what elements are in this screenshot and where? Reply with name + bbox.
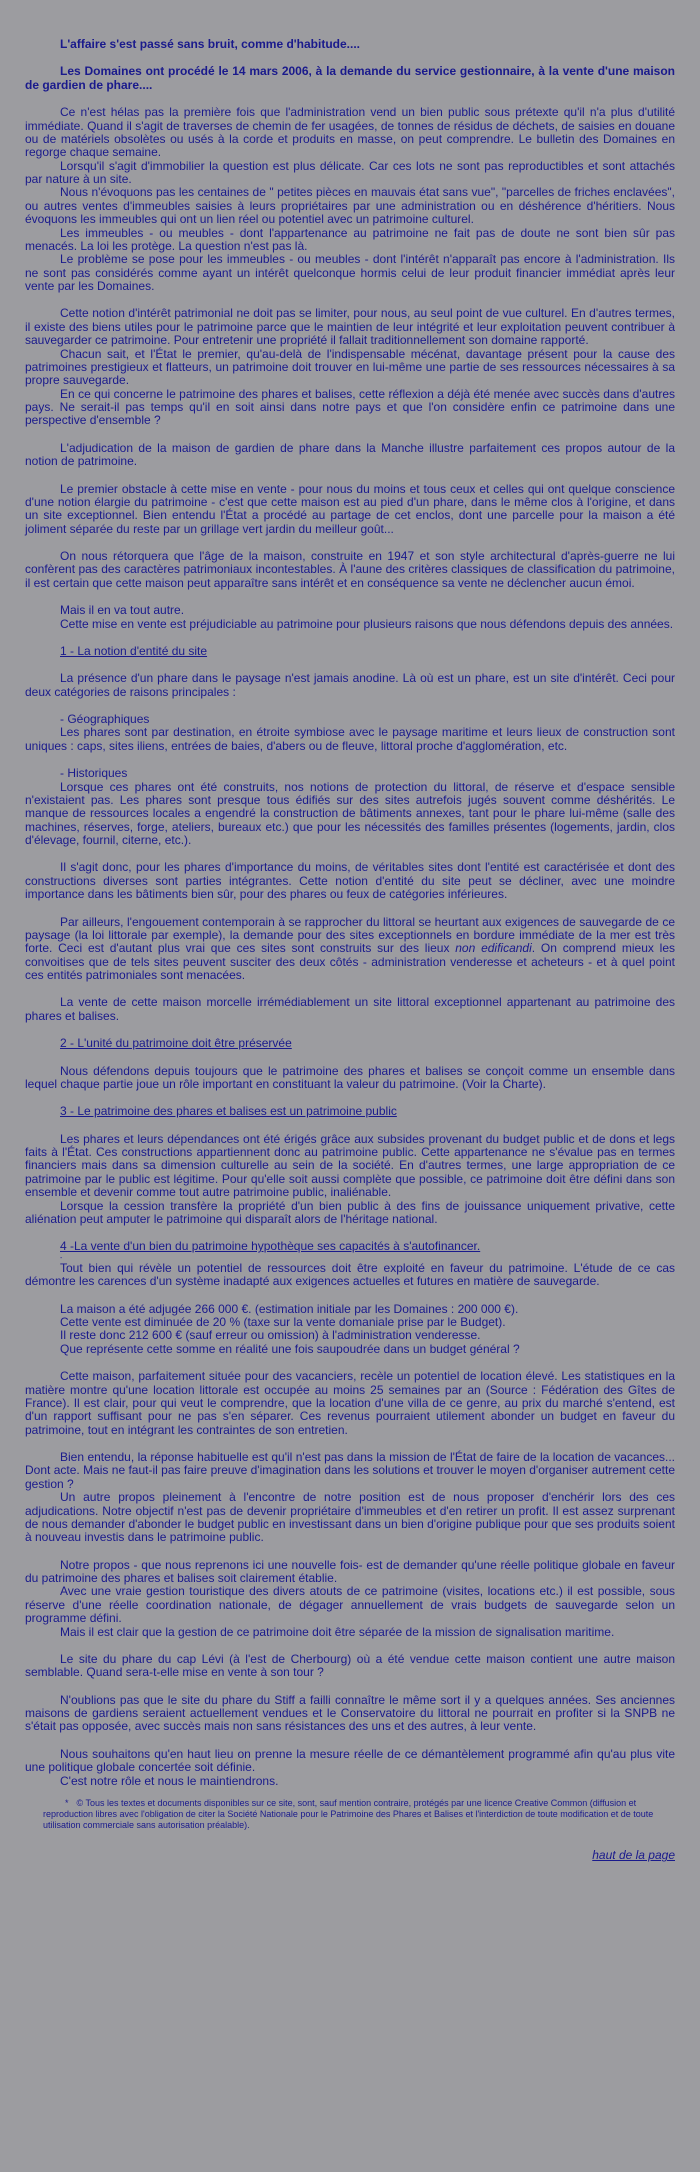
- paragraph: Tout bien qui révèle un potentiel de ressources doit être exploité en faveur du patrimoine. L'étude de ce cas démontre les carences d'un système inadapté aux exigences actuelles et futures en matière de sauvegarde.: [25, 1260, 675, 1289]
- paragraph: N'oublions pas que le site du phare du Stiff a failli connaître le même sort il y a quelques années. Ses anciennes maisons de gardiens seraient actuellement vendues et le Conservatoire du littoral ne pourrait en profiter si la SNPB ne s'était pas opposée, avec succès mais non sans résistances des uns et des autres, à leur vente.: [25, 1692, 675, 1734]
- paragraph: Chacun sait, et l'État le premier, qu'au-delà de l'indispensable mécénat, davantage présent pour la cause des patrimoines prestigieux et flatteurs, un patrimoine doit trouver en lui-même une partie de ses ressources nécessaires à sa propre sauvegarde.: [25, 346, 675, 388]
- paragraph: Nous défendons depuis toujours que le patrimoine des phares et balises se conçoit comme un ensemble dans lequel chaque partie joue un rôle important en constituant la valeur du patrimoine. (Voir la Charte).: [25, 1063, 675, 1091]
- paragraph: Cette maison, parfaitement située pour des vacanciers, recèle un potentiel de location élevé. Les statistiques en la matière montre qu'une location littorale est occupée au moins 25 semaines par an (Source : Fédération des Gîtes de France). Il est clair, pour qui veut le comprendre, que la location d'une villa de ce genre, au prix du marché s'entend, est d'un rapport suffisant pour ne pas s'en séparer. Ces revenus pourraient utilement abonder un budget en faveur du patrimoine, tout en intégrant les contraintes de son entretien.: [25, 1369, 675, 1437]
- paragraph: Cette notion d'intérêt patrimonial ne doit pas se limiter, pour nous, au seul point de vue culturel. En d'autres termes, il existe des biens utiles pour le patrimoine parce que le maintien de leur intégrité et leur exploitation peuvent contribuer à sauvegarder ce patrimoine. Pour entretenir une propriété il fallait traditionnellement son domaine rapporté.: [25, 306, 675, 348]
- figure-line: Il reste donc 212 600 € (sauf erreur ou omission) à l'administration venderesse.: [60, 1328, 481, 1343]
- paragraph: L'adjudication de la maison de gardien de phare dans la Manche illustre parfaitement ces propos autour de la notion de patrimoine.: [25, 440, 675, 469]
- lead-line-2: Les Domaines ont procédé le 14 mars 2006, à la demande du service gestionnaire, à la vente d'une maison de gardien de phare....: [25, 64, 675, 92]
- section-2-heading: 2 - L'unité du patrimoine doit être préservée: [60, 1036, 292, 1051]
- footer-star: *: [65, 1797, 69, 1808]
- paragraph: Bien entendu, la réponse habituelle est qu'il n'est pas dans la mission de l'État de faire de la location de vacances... Dont acte. Mais ne faut-il pas faire preuve d'imagination dans les solutions et trouver le moyen d'organiser autrement cette gestion ?: [25, 1450, 675, 1491]
- dash-marker: -: [60, 1254, 63, 1262]
- paragraph: Nous n'évoquons pas les centaines de " petites pièces en mauvais état sans vue", "parcelles de friches enclavées", ou autres ventes d'immeubles saisies à leurs propriétaires par une administration ou en déshérence d'héritiers. Nous évoquons les immeubles qui ont un lien réel ou potentiel avec un patrimoine culturel.: [25, 185, 675, 227]
- paragraph: Avec une vraie gestion touristique des divers atouts de ce patrimoine (visites, locations etc.) il est possible, sous réserve d'une réelle coordination nationale, de dégager annuellement de vrais budgets de sauvegarde selon un programme défini.: [25, 1584, 675, 1626]
- paragraph: Le premier obstacle à cette mise en vente - pour nous du moins et tous ceux et celles qui ont quelque conscience d'une notion élargie du patrimoine - c'est que cette maison est au pied d'un phare, dans le même clos à l'origine, et dans un site exceptionnel. Bien entendu l'État a procédé au partage de cet enclos, dont une parcelle pour la maison a été joliment séparée du reste par un grillage vert jardin du meilleur goût...: [25, 481, 675, 536]
- emphasis-non-edificandi: non edificandi: [455, 941, 532, 956]
- paragraph: Les phares et leurs dépendances ont été érigés grâce aux subsides provenant du budget public et de dons et legs faits à l'État. Ces constructions appartiennent donc au patrimoine public. Cette appartenance ne s'évalue pas en termes financiers mais dans sa dimension culturelle au sein de la société. En d'autres termes, une large appropriation de ce patrimoine par le public est légitime. Pour qu'elle soit aussi complète que possible, ce patrimoine doit être défini dans son ensemble et devenir comme tout autre patrimoine public, inaliénable.: [25, 1131, 675, 1200]
- figure-line: Cette vente est diminuée de 20 % (taxe sur la vente domaniale prise par le Budget).: [60, 1315, 506, 1330]
- license-text: © Tous les textes et documents disponibles sur ce site, sont, sauf mention contraire, protégés par une licence Creative Common (diffusion et reproduction libres avec l'obligation de citer la Société Nationale pour le Patrimoine des Phares et Balises et l'interdiction de toute modification et de toute utilisation commerciale sans autorisation préalable).: [43, 1797, 654, 1830]
- section-3-heading: 3 - Le patrimoine des phares et balises est un patrimoine public: [60, 1104, 397, 1119]
- paragraph: Lorsqu'il s'agit d'immobilier la question est plus délicate. Car ces lots ne sont pas reproductibles et sont attachés par nature à un site.: [25, 158, 675, 186]
- section-1-heading: 1 - La notion d'entité du site: [60, 643, 208, 658]
- paragraph: On nous rétorquera que l'âge de la maison, construite en 1947 et son style architectural d'après-guerre ne lui confèrent pas des caractères patrimoniaux incontestables. À l'aune des critères classiques de classification du patrimoine, il est certain que cette maison peut apparaître sans intérêt et en conséquence sa vente ne déclencher aucun émoi.: [25, 549, 675, 590]
- paragraph: [25, 916, 675, 983]
- top-link-row: [25, 1848, 675, 1862]
- paragraph: Ce n'est hélas pas la première fois que l'administration vend un bien public sous prétexte qu'il n'a plus d'utilité immédiate. Quand il s'agit de traverses de chemin de fer usagées, de tonnes de résidus de déchets, de saisies en douane ou de matériels obsolètes ou usés à la corde et produits en masse, on peut comprendre. Le bulletin des Domaines en regorge chaque semaine.: [25, 105, 675, 160]
- paragraph: Les phares sont par destination, en étroite symbiose avec le paysage maritime et leurs lieux de construction sont uniques : caps, sites iliens, entrées de baies, d'abers ou de fleuve, littoral proche d'agglomération, etc.: [25, 725, 675, 753]
- lead-line-1: L'affaire s'est passé sans bruit, comme d'habitude....: [60, 37, 360, 51]
- paragraph: Cette mise en vente est préjudiciable au patrimoine pour plusieurs raisons que nous défendons depuis des années.: [60, 616, 674, 631]
- article: [25, 0, 675, 1862]
- text-run: . On comprend mieux les convoitises que de tels sites peuvent susciter des deux côtés - administration venderesse et acheteurs - et à quel point ces entités patrimoniales sont menacées.: [25, 941, 676, 982]
- paragraph: Mais il est clair que la gestion de ce patrimoine doit être séparée de la mission de signalisation maritime.: [60, 1624, 615, 1639]
- paragraph: Lorsque ces phares ont été construits, nos notions de protection du littoral, de réserve et d'espace sensible n'existaient pas. Les phares sont presque tous édifiés sur des sites autrefois jugés souvent comme déshérités. Le manque de ressources locales a engendré la construction de bâtiments annexes, tant pour le phare lui-même (salle des machines, réserves, forge, ateliers, bureaux etc.) que pour les nécessités des familles présentes (logements, jardin, clos d'élevage, fournil, citerne, etc.).: [25, 779, 675, 847]
- paragraph: Mais il en va tout autre.: [60, 603, 185, 618]
- paragraph: Il s'agit donc, pour les phares d'importance du moins, de véritables sites dont l'entité est caractérisée et dont des constructions diverses sont parties intégrantes. Cette notion d'entité du site peut se décliner, avec une moindre importance dans les bâtiments bien sûr, pour des phares ou feux de catégories inférieures.: [25, 860, 675, 902]
- figure-line: Que représente cette somme en réalité une fois saupoudrée dans un budget général ?: [60, 1341, 520, 1356]
- subheading-geographiques: - Géographiques: [60, 712, 150, 726]
- section-4-heading: 4 -La vente d'un bien du patrimoine hypothèque ses capacités à s'autofinancer.: [60, 1239, 481, 1254]
- paragraph: La vente de cette maison morcelle irrémédiablement un site littoral exceptionnel appartenant au patrimoine des phares et balises.: [25, 995, 675, 1023]
- subheading-historiques: - Historiques: [60, 766, 128, 781]
- paragraph: Un autre propos pleinement à l'encontre de notre position est de nous proposer d'enchérir lors des ces adjudications. Notre objectif n'est pas de devenir propriétaire d'immeubles et d'en retirer un profit. Il est assez surprenant de nous demander d'abonder le budget public en investissant dans un bien d'origine publique pour que ses produits soient à nouveau investis dans le patrimoine public.: [25, 1490, 675, 1545]
- paragraph: Les immeubles - ou meubles - dont l'appartenance au patrimoine ne fait pas de doute ne sont bien sûr pas menacés. La loi les protège. La question n'est pas là.: [25, 225, 675, 253]
- text-run: Par ailleurs, l'engouement contemporain à se rapprocher du littoral se heurtant aux exigences de sauvegarde de ce paysage (la loi littorale par exemple), la demande pour des sites exceptionnels en bordure immédiate de la mer est très forte. Ceci est d'autant plus vrai que ces sites sont construits sur des lieux: [25, 914, 675, 956]
- paragraph: Le problème se pose pour les immeubles - ou meubles - dont l'intérêt n'apparaît pas encore à l'administration. Ils ne sont pas considérés comme ayant un intérêt quelconque hormis celui de leur produit financier immédiat après leur vente par les Domaines.: [25, 252, 675, 293]
- paragraph: Lorsque la cession transfère la propriété d'un bien public à des fins de jouissance uniquement privative, cette aliénation peut amputer le patrimoine qui disparaît alors de l'héritage national.: [25, 1198, 675, 1226]
- figure-line: La maison a été adjugée 266 000 €. (estimation initiale par les Domaines : 200 000 €).: [60, 1301, 519, 1316]
- paragraph: En ce qui concerne le patrimoine des phares et balises, cette réflexion a déjà été menée avec succès dans d'autres pays. Ne serait-il pas temps qu'il en soit ainsi dans notre pays et que l'on considère enfin ce patrimoine dans une perspective d'ensemble ?: [25, 386, 675, 428]
- paragraph: Nous souhaitons qu'en haut lieu on prenne la mesure réelle de ce démantèlement programmé afin qu'au plus vite une politique globale concertée soit définie.: [25, 1746, 675, 1775]
- license-footer: [25, 1798, 675, 1830]
- paragraph: La présence d'un phare dans le paysage n'est jamais anodine. Là où est un phare, est un site d'intérêt. Ceci pour deux catégories de raisons principales :: [25, 671, 675, 699]
- paragraph: C'est notre rôle et nous le maintiendrons.: [60, 1773, 279, 1788]
- paragraph: Notre propos - que nous reprenons ici une nouvelle fois- est de demander qu'une réelle politique globale en faveur du patrimoine des phares et balises soit clairement établie.: [25, 1557, 675, 1586]
- back-to-top-link[interactable]: haut de la page: [592, 1848, 675, 1863]
- paragraph: Le site du phare du cap Lévi (à l'est de Cherbourg) où a été vendue cette maison contient une autre maison semblable. Quand sera-t-elle mise en vente à son tour ?: [25, 1651, 675, 1680]
